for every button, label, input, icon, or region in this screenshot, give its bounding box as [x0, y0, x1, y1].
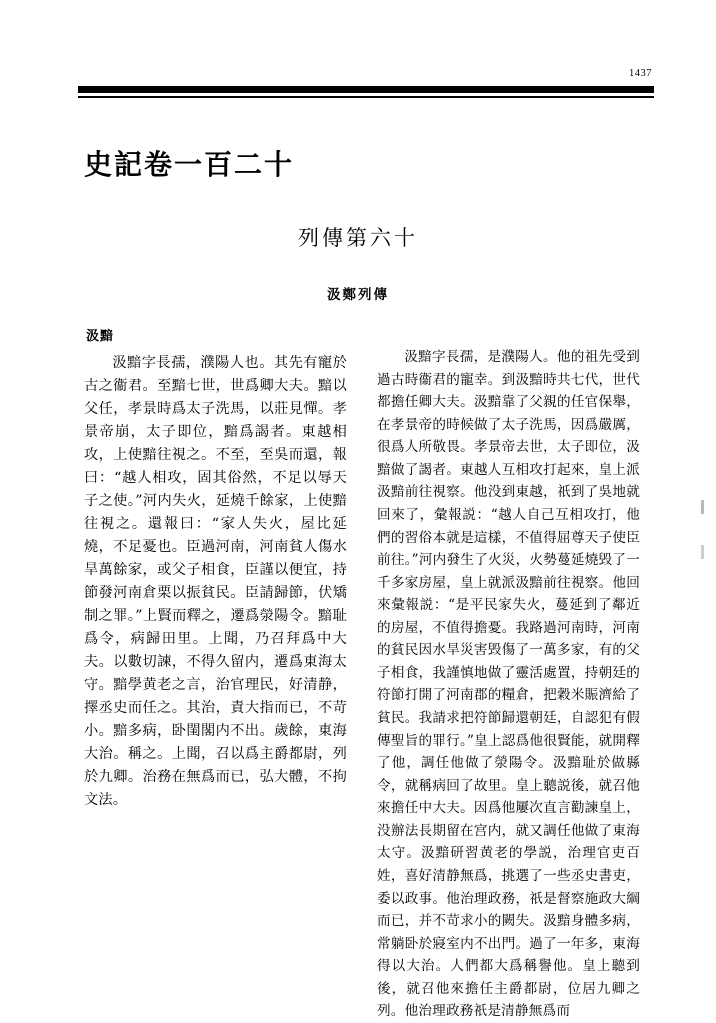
- chapter-title: 汲鄭列傳: [327, 287, 389, 303]
- paragraph-translation: 汲黯字長孺，是濮陽人。他的祖先受到過古時衞君的寵幸。到汲黯時共七代，世代都擔任卿大夫。汲黯靠了父親的任官保舉，在孝景帝的時候做了太子洗馬，因爲嚴厲，很爲人所敬畏。孝景帝去世，太子即位，汲黯做了謁者。東越人互相攻打起來，皇上派汲黯前往視察。他没到東越，祇到了吳地就回來了，彙報説：“越人自己互相攻打，他們的習俗本就是這樣，不值得屈尊天子使臣前往。”河内發生了火災，火勢蔓延燒毁了一千多家房屋，皇上就派汲黯前往視察。他回來彙報説：“是平民家失火，蔓延到了鄰近的房屋，不值得擔憂。我路過河南時，河南的貧民因水旱災害毁傷了一萬多家，有的父子相食，我謹慎地做了靈活處置，持朝廷的符節打開了河南郡的糧倉，把穀米賑濟給了貧民。我請求把符節歸還朝廷，自認犯有假傳聖旨的罪行。”皇上認爲他很賢能，就開釋了他，調任他做了滎陽令。汲黯耻於做縣令，就稱病回了故里。皇上聽説後，就召他來擔任中大夫。因爲他屢次直言勸諫皇上，没辦法長期留在宫内，就又調任他做了東海太守。汲黯研習黄老的學説，治理官吏百姓，喜好清静無爲，挑選了一些丞史書吏，委以政事。他治理政務，祇是督察施政大綱而已，并不苛求小的闕失。汲黯身體多病，常躺卧於寢室内不出門。過了一年多，東海得以大治。人們都大爲稱譽他。皇上聽到後，就召他來擔任主爵都尉，位居九卿之列。他治理政務祇是清静無爲而: [377, 349, 640, 1020]
- header-rule-thick: [78, 86, 654, 93]
- page-number: 1437: [629, 68, 652, 79]
- column-translation: [377, 325, 640, 1023]
- column-heading-right-spacer: [377, 325, 640, 346]
- page-edge-mark-lower: [701, 545, 704, 559]
- two-column-body: [84, 325, 640, 1023]
- book-title: 史記卷一百二十: [84, 148, 295, 181]
- paragraph-original: 汲黯字長孺，濮陽人也。其先有寵於古之衞君。至黯七世，世爲卿大夫。黯以父任，孝景時爲太子洗馬，以莊見憚。孝景帝崩，太子即位，黯爲謁者。東越相攻，上使黯往視之。不至，至吳而還，報曰：“越人相攻，固其俗然，不足以辱天子之使。”河内失火，延燒千餘家，上使黯往視之。還報曰：“家人失火，屋比延燒，不足憂也。臣過河南，河南貧人傷水旱萬餘家，或父子相食，臣謹以便宜，持節發河南倉栗以振貧民。臣請歸節，伏矯制之罪。”上賢而釋之，遷爲滎陽令。黯耻爲令，病歸田里。上聞，乃召拜爲中大夫。以數切諫，不得久留内，遷爲東海太守。黯學黄老之言，治官理民，好清静，擇丞史而任之。其治，責大指而已，不苛小。黯多病，卧閨閣内不出。歲餘，東海大治。稱之。上聞，召以爲主爵都尉，列於九卿。治務在無爲而已，弘大體，不拘文法。: [84, 355, 347, 808]
- section-title: 列傳第六十: [298, 226, 418, 250]
- page-edge-mark-upper: [701, 500, 704, 514]
- column-original-text: [84, 325, 347, 1023]
- column-heading-left: 汲黯: [86, 329, 115, 344]
- header-rule-thin: [78, 96, 654, 98]
